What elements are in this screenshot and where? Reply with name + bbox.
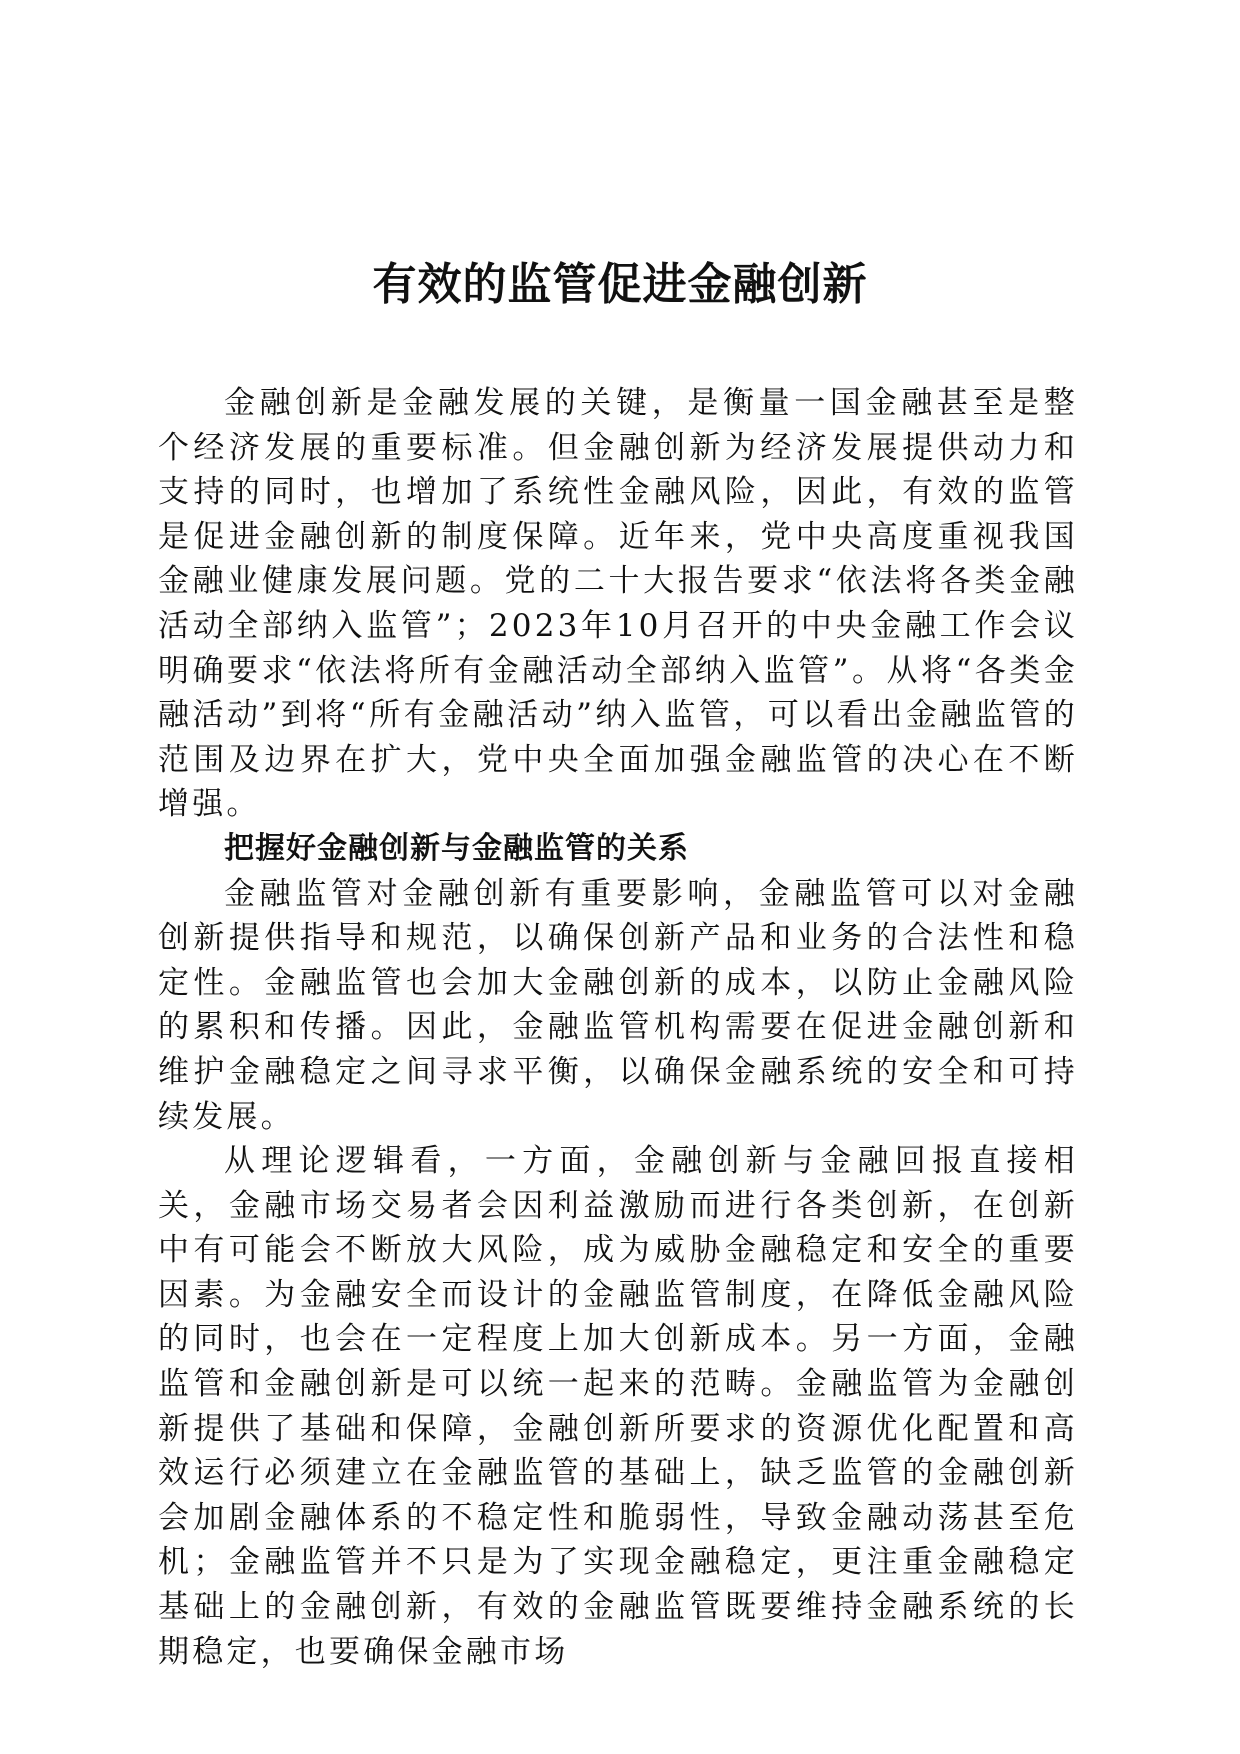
section-heading: 把握好金融创新与金融监管的关系 — [224, 830, 689, 866]
paragraph-regulation-impact: 金融监管对金融创新有重要影响，金融监管可以对金融创新提供指导和规范，以确保创新产品和业务的合法性和稳定性。金融监管也会加大金融创新的成本，以防止金融风险的累积和传播。因此，金融监管机构需要在促进金融创新和维护金融稳定之间寻求平衡，以确保金融系统的安全和可持续发展。 — [158, 875, 1078, 1135]
article-body — [158, 381, 1078, 1674]
paragraph-intro: 金融创新是金融发展的关键，是衡量一国金融甚至是整个经济发展的重要标准。但金融创新为经济发展提供动力和支持的同时，也增加了系统性金融风险，因此，有效的监管是促进金融创新的制度保障。近年来，党中央高度重视我国金融业健康发展问题。党的二十大报告要求“依法将各类金融活动全部纳入监管”；2023年10月召开的中央金融工作会议明确要求“依法将所有金融活动全部纳入监管”。从将“各类金融活动”到将“所有金融活动”纳入监管，可以看出金融监管的范围及边界在扩大，党中央全面加强金融监管的决心在不断增强。 — [158, 385, 1078, 823]
page-title: 有效的监管促进金融创新 — [372, 259, 868, 310]
paragraph-theoretical-logic: 从理论逻辑看，一方面，金融创新与金融回报直接相关，金融市场交易者会因利益激励而进行各类创新，在创新中有可能会不断放大风险，成为威胁金融稳定和安全的重要因素。为金融安全而设计的金融监管制度，在降低金融风险的同时，也会在一定程度上加大创新成本。另一方面，金融监管和金融创新是可以统一起来的范畴。金融监管为金融创新提供了基础和保障，金融创新所要求的资源优化配置和高效运行必须建立在金融监管的基础上，缺乏监管的金融创新会加剧金融体系的不稳定性和脆弱性，导致金融动荡甚至危机；金融监管并不只是为了实现金融稳定，更注重金融稳定基础上的金融创新，有效的金融监管既要维持金融系统的长期稳定，也要确保金融市场 — [158, 1143, 1078, 1670]
